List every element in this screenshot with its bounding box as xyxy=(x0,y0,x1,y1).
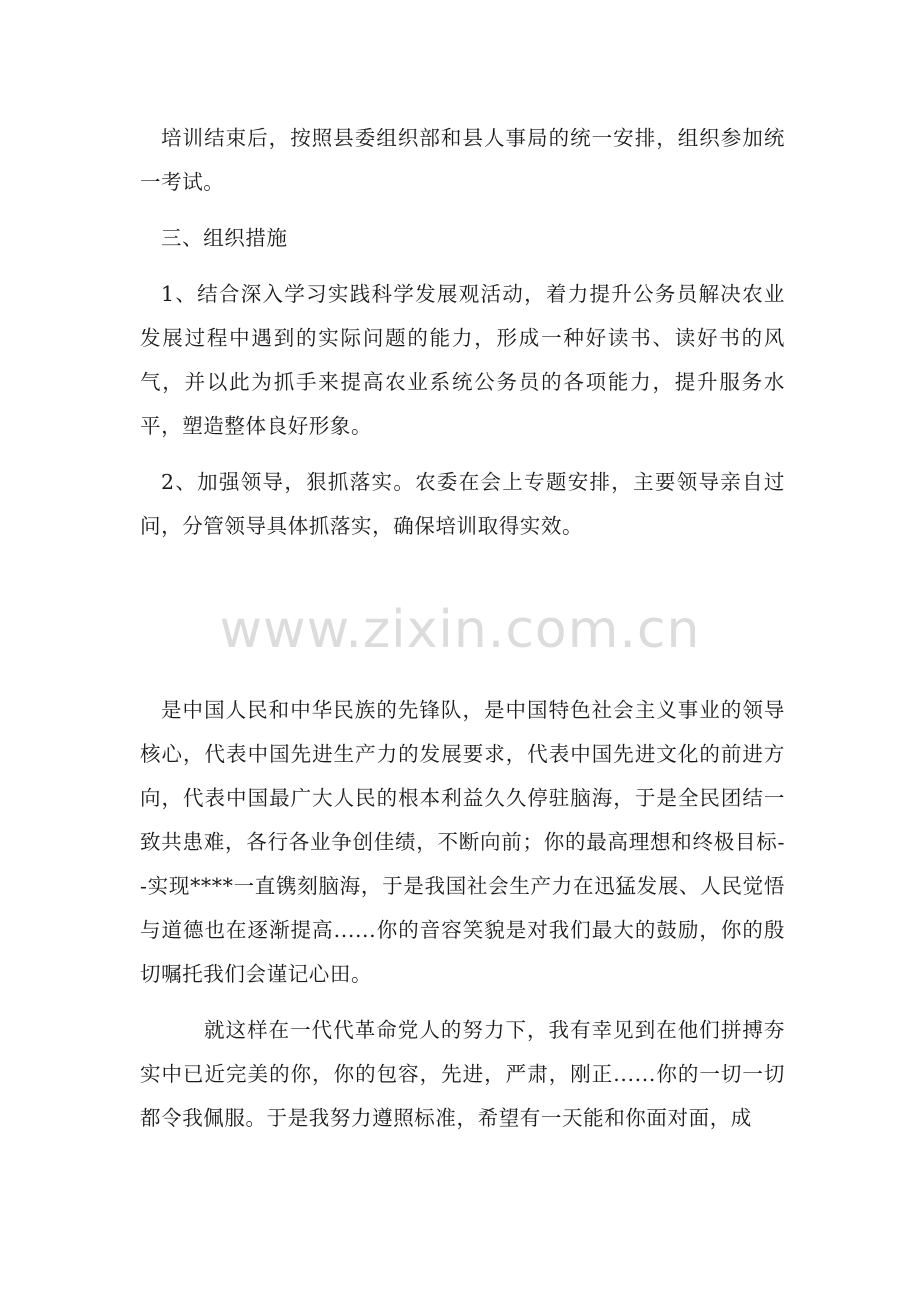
watermark-text: www.zixin.com.cn xyxy=(219,600,701,660)
bottom-section xyxy=(140,688,785,1152)
paragraph-exam: 培训结束后，按照县委组织部和县人事局的统一安排，组织参加统一考试。 xyxy=(140,126,785,194)
paragraph-measure-1: 1、结合深入学习实践科学发展观活动，着力提升公务员解决农业发展过程中遇到的实际问题的能力，形成一种好读书、读好书的风气，并以此为抓手来提高农业系统公务员的各项能力，提升服务水平，塑造整体良好形象。 xyxy=(140,282,785,438)
paragraph-generations: 就这样在一代代革命党人的努力下，我有幸见到在他们拼搏夯实中已近完美的你，你的包容，先进，严肃，刚正......你的一切一切都令我佩服。于是我努力遵照标准，希望有一天能和你面对面，成 xyxy=(140,1018,785,1130)
paragraph-vanguard: 是中国人民和中华民族的先锋队，是中国特色社会主义事业的领导核心，代表中国先进生产力的发展要求，代表中国先进文化的前进方向，代表中国最广大人民的根本利益久久停驻脑海，于是全民团结一致共患难，各行各业争创佳绩，不断向前；你的最高理想和终极目标--实现****一直镌刻脑海，于是我国社会生产力在迅猛发展、人民觉悟与道德也在逐渐提高......你的音容笑貌是对我们最大的鼓励，你的殷切嘱托我们会谨记心田。 xyxy=(140,698,785,986)
heading-organization-measures: 三、组织措施 xyxy=(161,226,288,250)
paragraph-measure-2: 2、加强领导，狠抓落实。农委在会上专题安排，主要领导亲自过问，分管领导具体抓落实，确保培训取得实效。 xyxy=(140,470,785,538)
top-section xyxy=(140,116,785,560)
